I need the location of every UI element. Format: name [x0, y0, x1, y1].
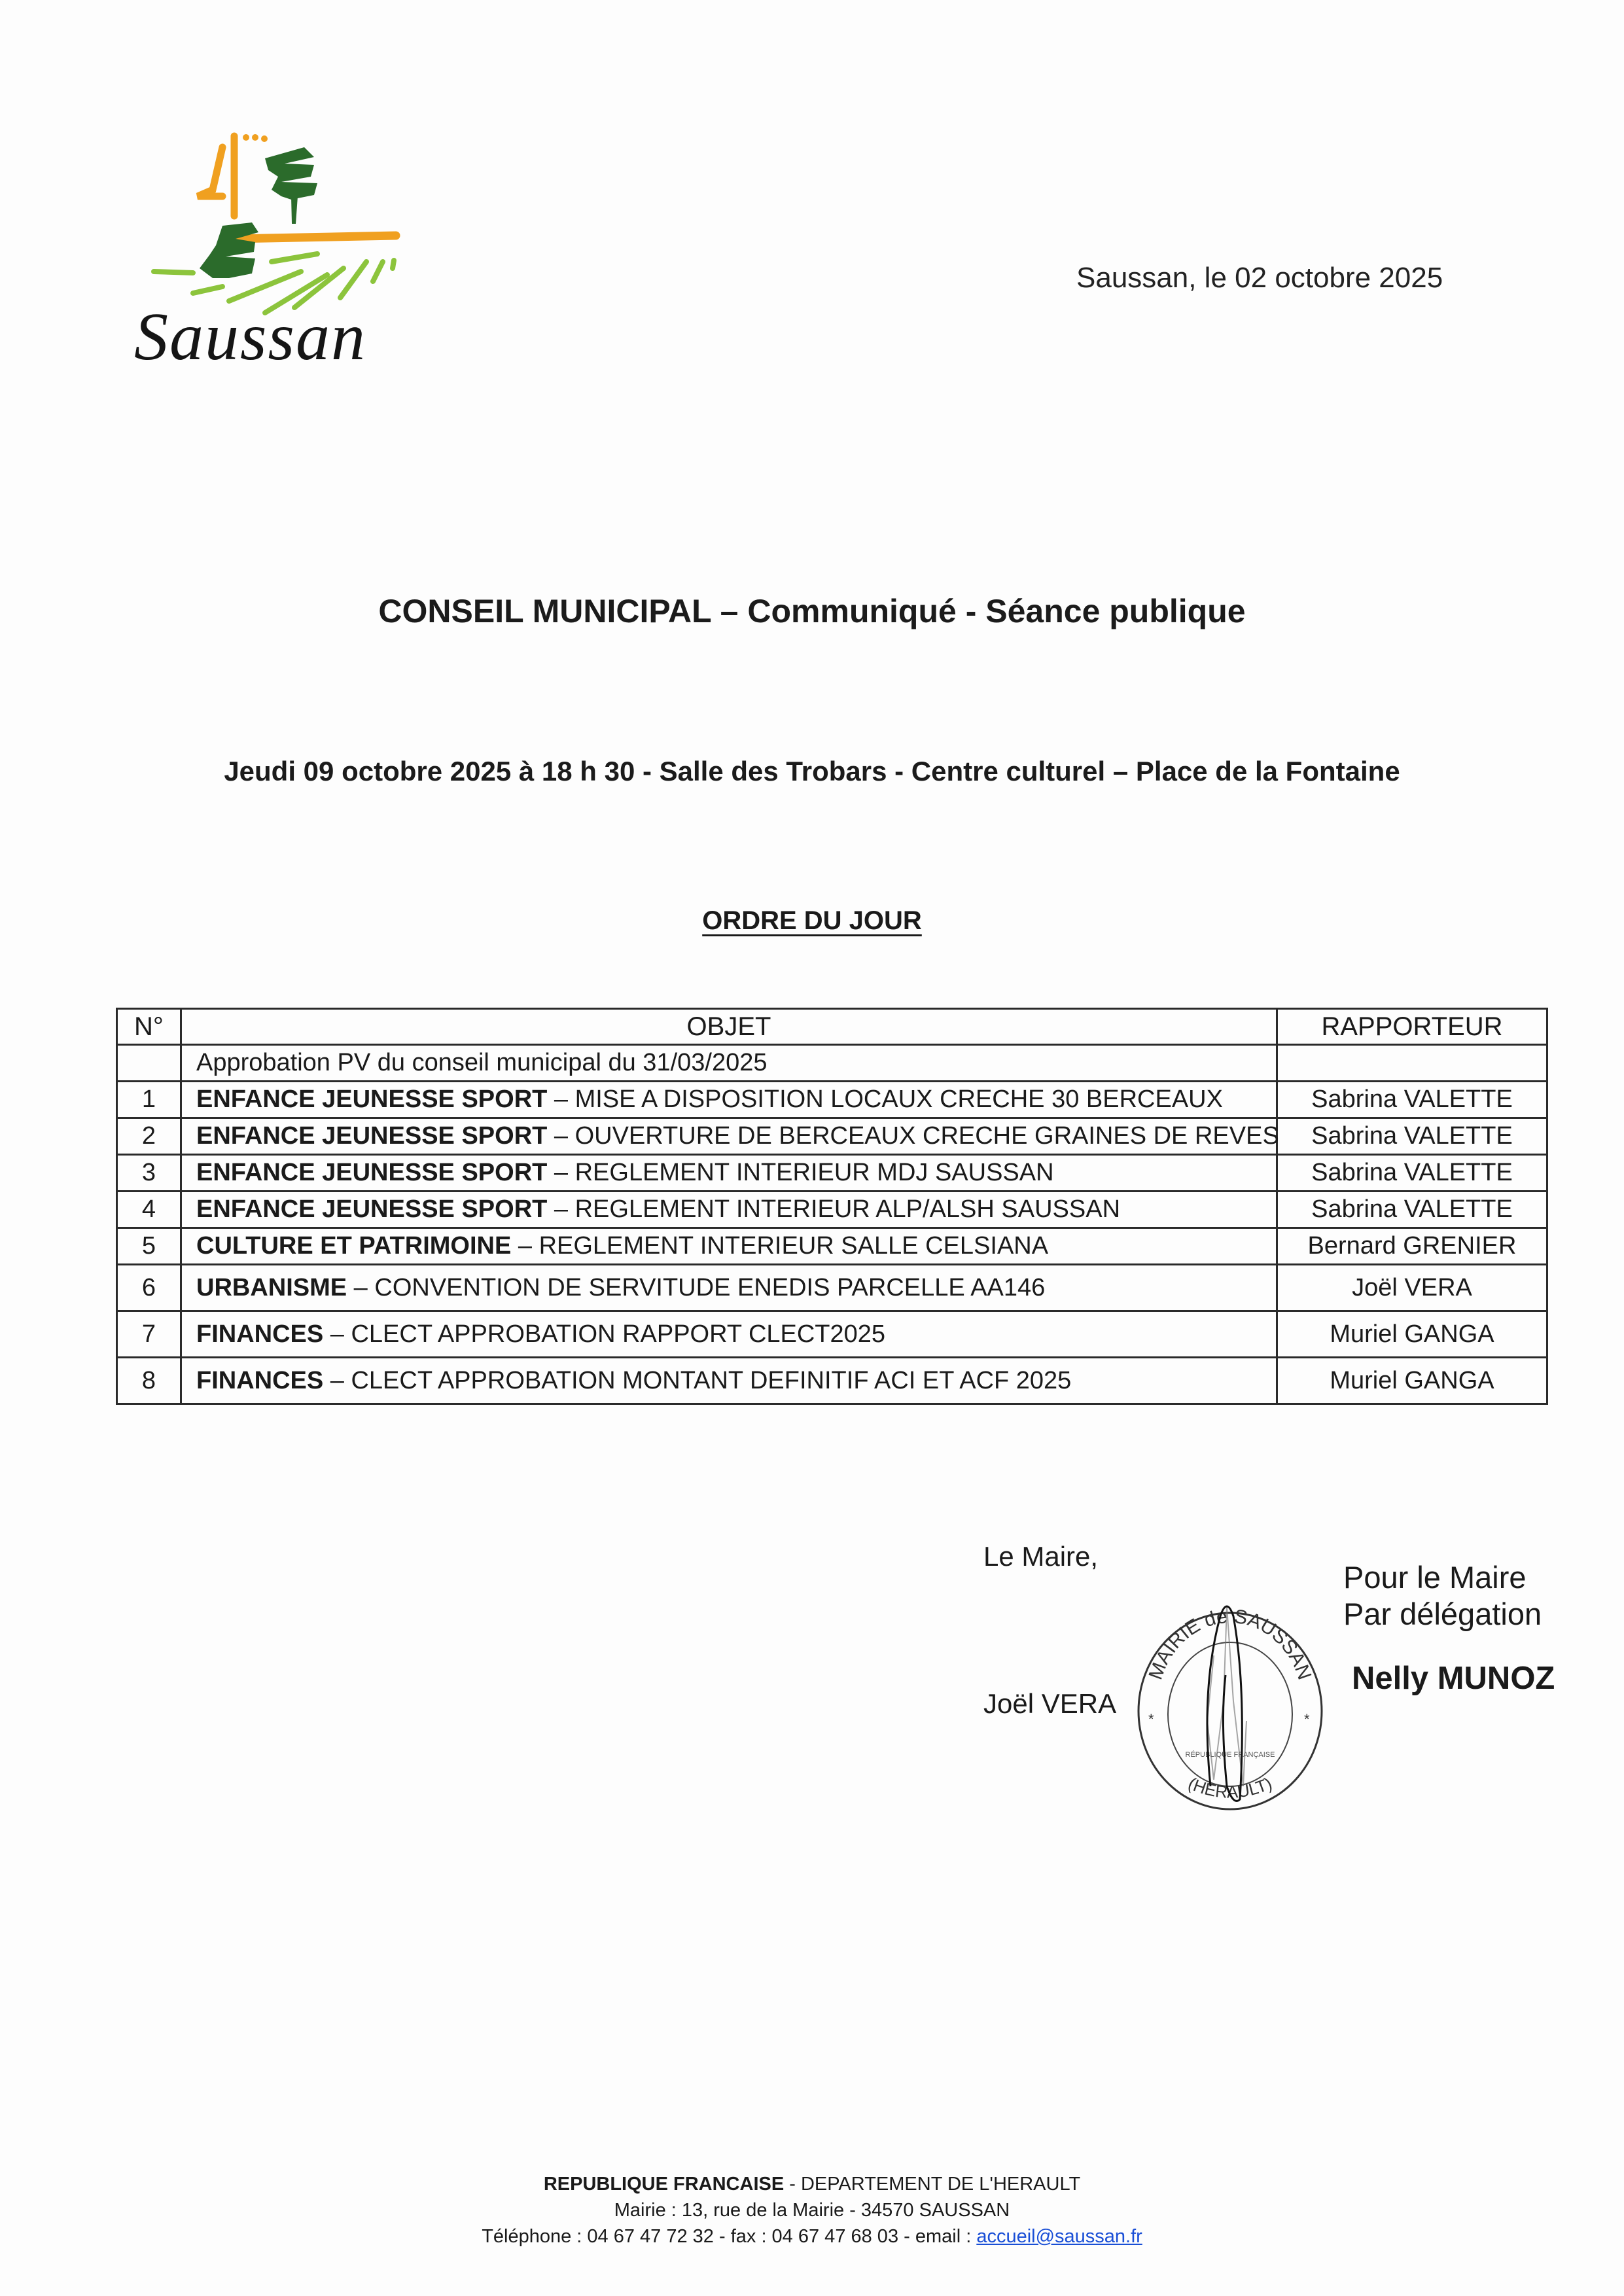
title-sep: - [956, 593, 986, 629]
agenda-item-rapporteur: Sabrina VALETTE [1277, 1192, 1547, 1228]
logo-wordmark: Saussan [134, 299, 366, 374]
agenda-row [117, 1155, 1547, 1192]
agenda-heading [0, 906, 1624, 936]
agenda-item-category: CULTURE ET PATRIMOINE [196, 1232, 512, 1260]
agenda-item-category: ENFANCE JEUNESSE SPORT [196, 1159, 548, 1186]
footer-department: - DEPARTEMENT DE L'HERAULT [784, 2174, 1081, 2195]
column-header-num: N° [117, 1009, 181, 1045]
stamp-star-icon: * [1148, 1711, 1154, 1727]
agenda-item-text: OUVERTURE DE BERCEAUX CRECHE GRAINES DE REVES [574, 1122, 1279, 1150]
agenda-item-object [181, 1118, 1277, 1155]
delegation-note [1343, 1559, 1542, 1633]
table-header-row [117, 1009, 1547, 1045]
agenda-row [117, 1228, 1547, 1265]
agenda-item-rapporteur: Sabrina VALETTE [1277, 1118, 1547, 1155]
title-kind: Communiqué [747, 593, 957, 629]
agenda-item-separator: – [547, 1086, 575, 1113]
date-line: Saussan, le 02 octobre 2025 [1076, 262, 1443, 294]
footer-address: Mairie : 13, rue de la Mairie - 34570 SAUSSAN [614, 2200, 1010, 2221]
agenda-item-category: ENFANCE JEUNESSE SPORT [196, 1195, 548, 1223]
agenda-item-category: ENFANCE JEUNESSE SPORT [196, 1086, 548, 1113]
agenda-item-separator: – [347, 1273, 375, 1301]
agenda-item-separator: – [547, 1122, 575, 1150]
agenda-item-rapporteur: Muriel GANGA [1277, 1358, 1547, 1404]
agenda-item-rapporteur: Bernard GRENIER [1277, 1228, 1547, 1265]
agenda-item-number: 6 [117, 1265, 181, 1311]
delegate-name: Nelly MUNOZ [1352, 1661, 1555, 1696]
mairie-stamp [1129, 1590, 1332, 1812]
agenda-item-category: URBANISME [196, 1273, 347, 1301]
agenda-row [117, 1045, 1547, 1082]
stamp-star-icon: * [1304, 1711, 1310, 1727]
agenda-item-rapporteur: Sabrina VALETTE [1277, 1155, 1547, 1192]
agenda-row [117, 1311, 1547, 1358]
agenda-item-object [181, 1192, 1277, 1228]
agenda-item-number: 7 [117, 1311, 181, 1358]
title-main: CONSEIL MUNICIPAL [378, 593, 711, 629]
title-sep: – [711, 593, 748, 629]
agenda-item-separator: – [511, 1232, 539, 1260]
agenda-item-number: 8 [117, 1358, 181, 1404]
agenda-item-text: REGLEMENT INTERIEUR SALLE CELSIANA [538, 1232, 1049, 1260]
agenda-item-rapporteur: Muriel GANGA [1277, 1311, 1547, 1358]
agenda-row [117, 1082, 1547, 1118]
agenda-row [117, 1118, 1547, 1155]
footer-republic: REPUBLIQUE FRANCAISE [543, 2174, 785, 2195]
agenda-item-rapporteur: Joël VERA [1277, 1265, 1547, 1311]
footer-line-1 [0, 2171, 1624, 2197]
agenda-item-number [117, 1045, 181, 1082]
agenda-item-number: 2 [117, 1118, 181, 1155]
agenda-item-object [181, 1265, 1277, 1311]
session-details: Jeudi 09 octobre 2025 à 18 h 30 - Salle des Trobars - Centre culturel – Place de la Fontaine [224, 756, 1400, 786]
mayor-label: Le Maire, [983, 1541, 1099, 1572]
agenda-item-number: 1 [117, 1082, 181, 1118]
agenda-item-object [181, 1358, 1277, 1404]
agenda-table [116, 1008, 1548, 1405]
agenda-item-text: REGLEMENT INTERIEUR ALP/ALSH SAUSSAN [574, 1195, 1121, 1223]
agenda-item-object [181, 1045, 1277, 1082]
agenda-item-category: FINANCES [196, 1366, 324, 1394]
agenda-item-number: 4 [117, 1192, 181, 1228]
footer-contact [0, 2223, 1624, 2250]
agenda-item-object [181, 1082, 1277, 1118]
agenda-item-separator: – [547, 1159, 575, 1186]
agenda-item-rapporteur: Sabrina VALETTE [1277, 1082, 1547, 1118]
stamp-bottom-text: (HERAULT) [1185, 1773, 1275, 1802]
mayor-name: Joël VERA [983, 1688, 1117, 1719]
stamp-inner-text: RÉPUBLIQUE FRANÇAISE [1185, 1751, 1275, 1759]
agenda-row [117, 1192, 1547, 1228]
agenda-item-text: Approbation PV du conseil municipal du 31/03/2025 [196, 1049, 768, 1076]
agenda-item-separator: – [547, 1195, 575, 1223]
agenda-item-category: FINANCES [196, 1320, 324, 1348]
agenda-heading-text: ORDRE DU JOUR [702, 906, 922, 935]
agenda-item-text: CONVENTION DE SERVITUDE ENEDIS PARCELLE AA146 [374, 1273, 1046, 1301]
footer-phone-fax: Téléphone : 04 67 47 72 32 - fax : 04 67 47 68 03 - email : [482, 2226, 977, 2247]
delegation-line-1: Pour le Maire [1343, 1560, 1527, 1595]
stamp-top-text: MAIRIE de SAUSSAN [1144, 1605, 1316, 1683]
agenda-row [117, 1265, 1547, 1311]
agenda-item-object [181, 1311, 1277, 1358]
agenda-item-object [181, 1228, 1277, 1265]
agenda-item-separator: – [323, 1366, 351, 1394]
agenda-row [117, 1358, 1547, 1404]
agenda-item-separator: – [323, 1320, 351, 1348]
agenda-item-text: REGLEMENT INTERIEUR MDJ SAUSSAN [574, 1159, 1054, 1186]
agenda-item-number: 3 [117, 1155, 181, 1192]
agenda-item-rapporteur [1277, 1045, 1547, 1082]
footer [0, 2171, 1624, 2250]
agenda-item-object [181, 1155, 1277, 1192]
column-header-object: OBJET [181, 1009, 1277, 1045]
title-session-type: Séance publique [985, 593, 1246, 629]
agenda-item-text: CLECT APPROBATION MONTANT DEFINITIF ACI ET ACF 2025 [351, 1366, 1072, 1394]
footer-email-link[interactable]: accueil@saussan.fr [976, 2226, 1142, 2247]
agenda-item-category: ENFANCE JEUNESSE SPORT [196, 1122, 548, 1150]
column-header-rapporteur: RAPPORTEUR [1277, 1009, 1547, 1045]
agenda-item-text: CLECT APPROBATION RAPPORT CLECT2025 [351, 1320, 886, 1348]
delegation-line-2: Par délégation [1343, 1597, 1542, 1631]
agenda-item-text: MISE A DISPOSITION LOCAUX CRECHE 30 BERCEAUX [574, 1086, 1223, 1113]
agenda-item-number: 5 [117, 1228, 181, 1265]
page-title [0, 592, 1624, 630]
